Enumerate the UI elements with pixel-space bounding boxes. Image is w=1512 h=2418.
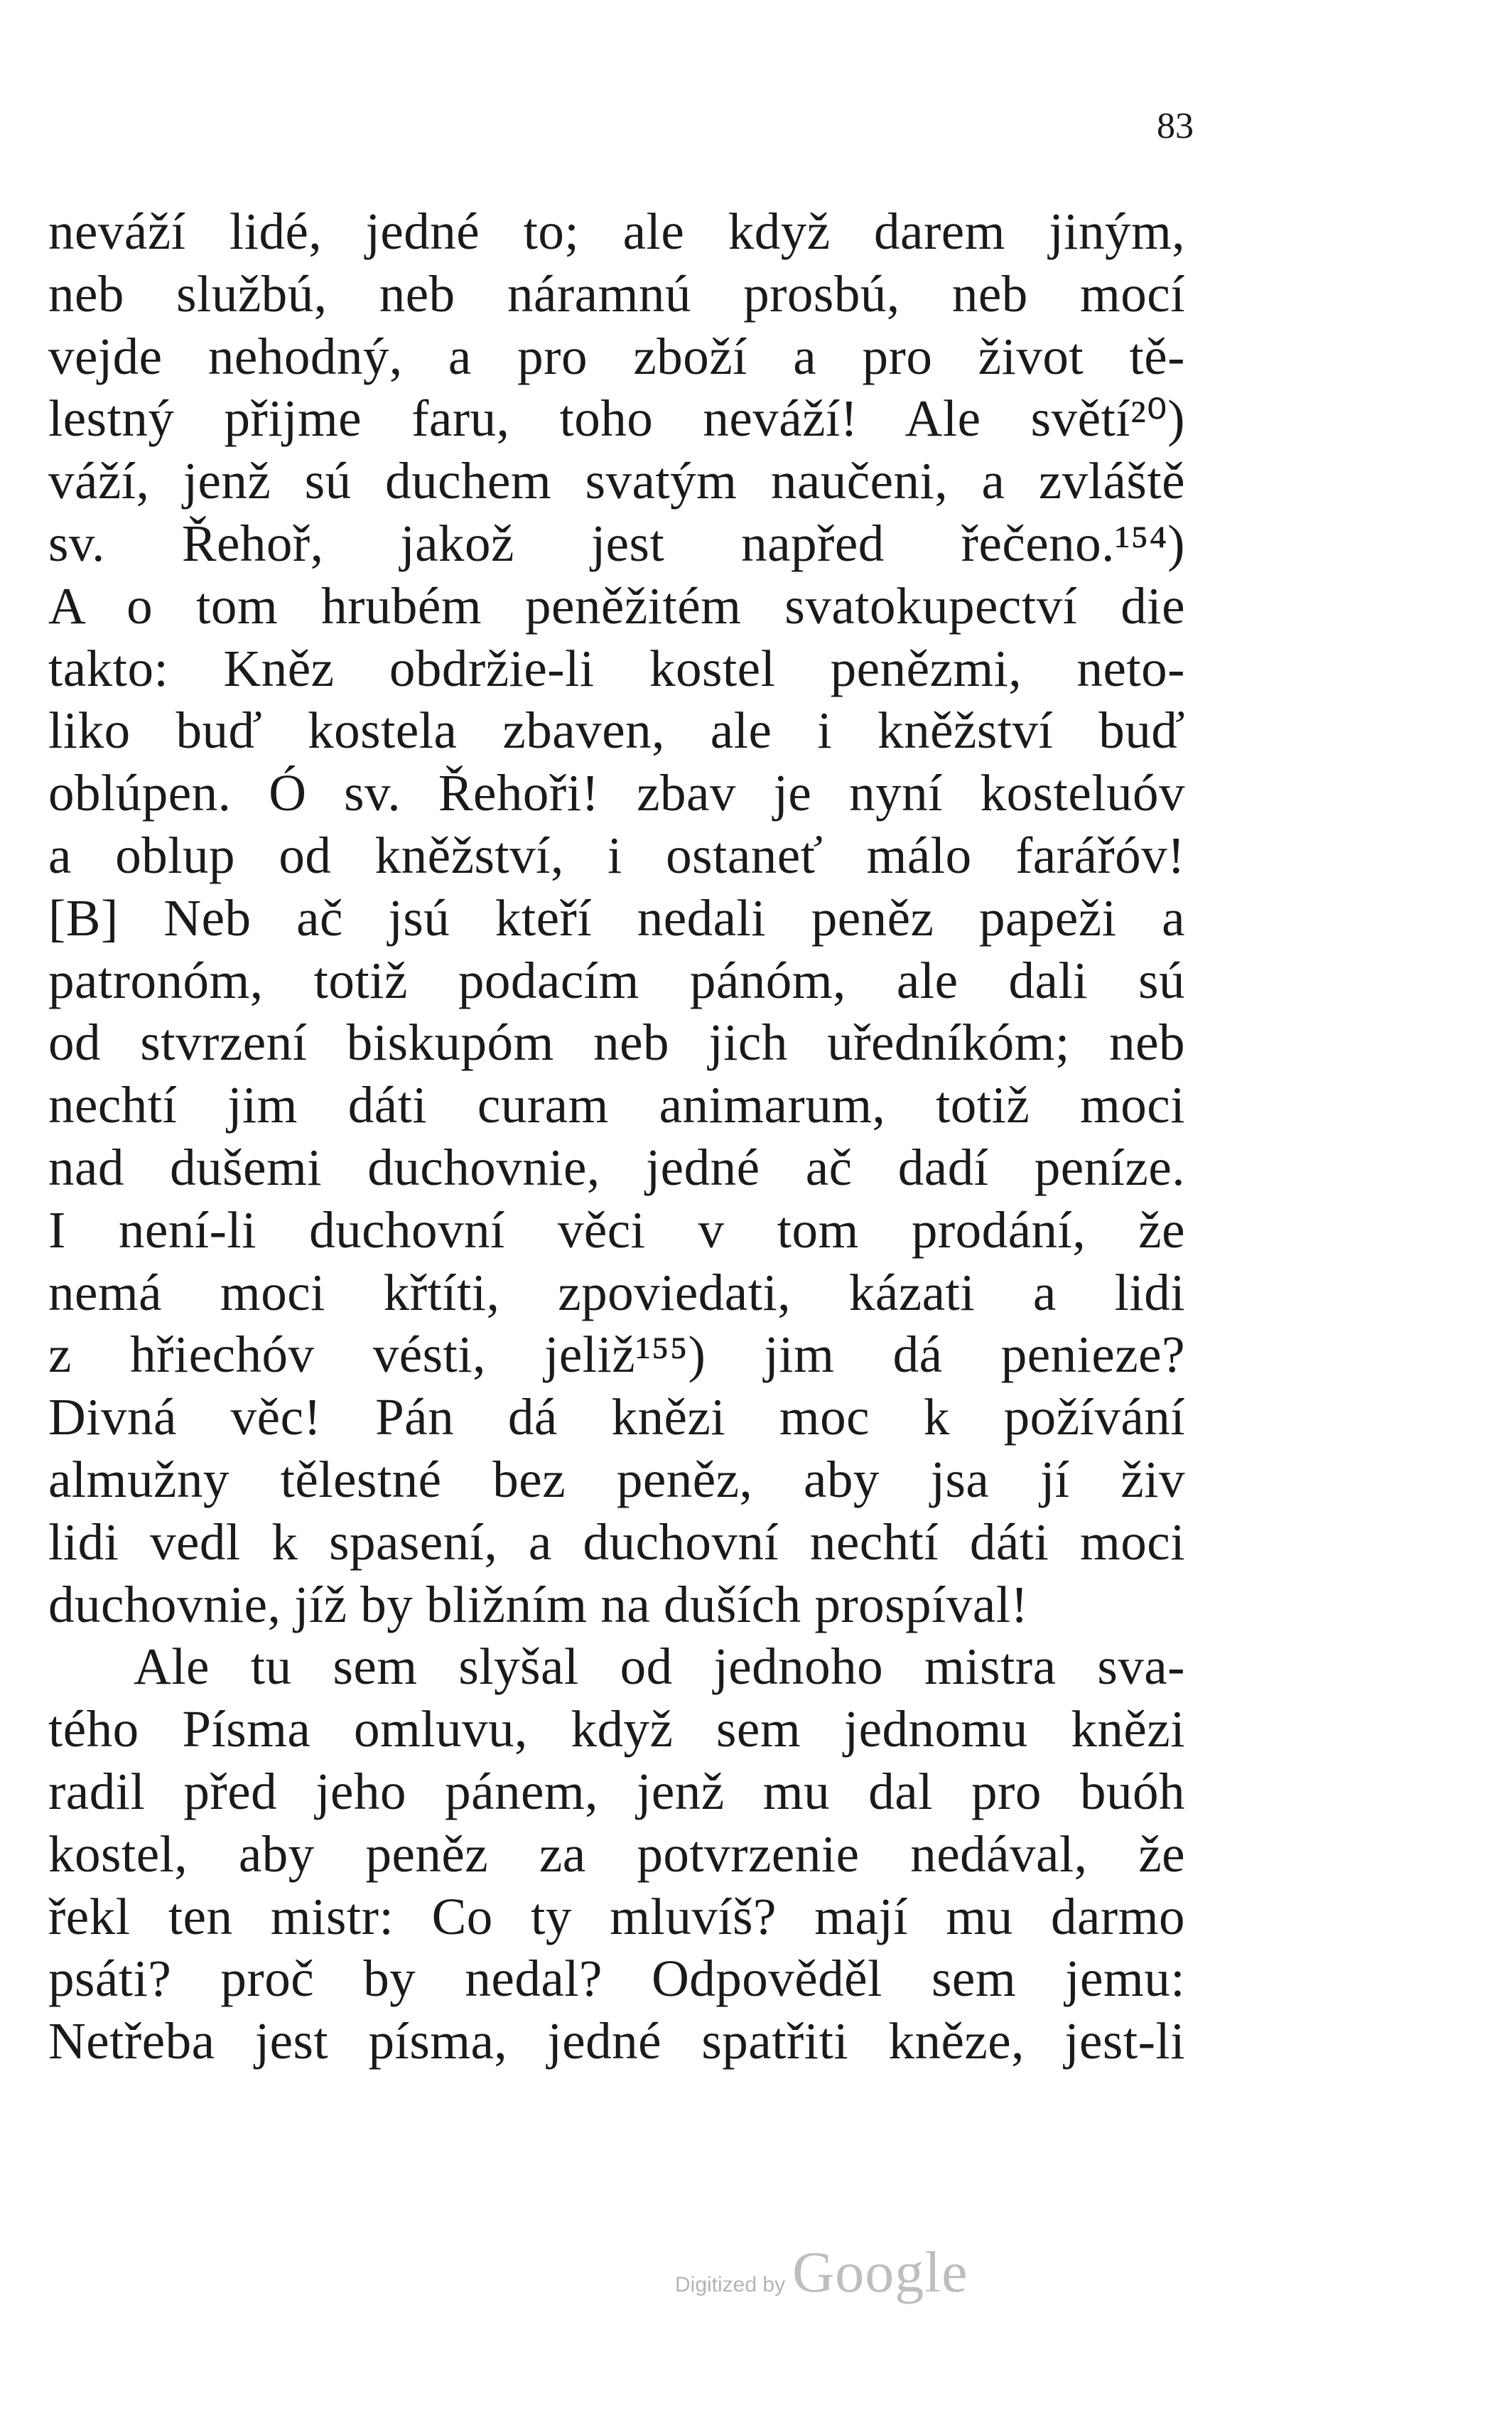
text-line: řekl ten mistr: Co ty mluvíš? mají mu darmo <box>48 1887 1185 1945</box>
text-line: oblúpen. Ó sv. Řehoři! zbav je nyní kosteluóv <box>48 764 1185 822</box>
google-logo: Google <box>792 2240 968 2304</box>
body-text <box>48 200 1185 2073</box>
text-line: liko buď kostela zbaven, ale i kněžství buď <box>48 702 1185 760</box>
text-line: vejde nehodný, a pro zboží a pro život tě- <box>48 327 1185 385</box>
text-line: nemá moci křtíti, zpoviedati, kázati a lidi <box>48 1263 1185 1321</box>
paragraph-start-line: Ale tu sem slyšal od jednoho mistra sva- <box>134 1638 1185 1696</box>
text-line: tého Písma omluvu, když sem jednomu knězi <box>48 1700 1185 1758</box>
text-line: z hřiechóv vésti, jeliž¹⁵⁵) jim dá penieze? <box>48 1326 1185 1384</box>
text-line: lidi vedl k spasení, a duchovní nechtí dáti moci <box>48 1512 1185 1571</box>
text-line: od stvrzení biskupóm neb jich uředníkóm; neb <box>48 1014 1185 1072</box>
page-number: 83 <box>1157 106 1194 146</box>
text-line: neváží lidé, jedné to; ale když darem jiným, <box>48 203 1185 260</box>
digitized-watermark <box>675 2239 988 2303</box>
text-line: psáti? proč by nedal? Odpověděl sem jemu: <box>48 1950 1185 2008</box>
watermark-prefix: Digitized by <box>675 2273 786 2296</box>
text-line: lestný přijme faru, toho neváží! Ale světí²⁰) <box>48 389 1185 448</box>
text-line: nechtí jim dáti curam animarum, totiž moci <box>48 1076 1185 1134</box>
text-line: almužny tělestné bez peněz, aby jsa jí živ <box>48 1450 1185 1508</box>
text-line: I není-li duchovní věci v tom prodání, že <box>48 1200 1185 1259</box>
text-line: neb službú, neb náramnú prosbú, neb mocí <box>48 264 1185 323</box>
text-line: [B] Neb ač jsú kteří nedali peněz papeži a <box>48 888 1185 947</box>
text-line: takto: Kněz obdržie-li kostel penězmi, neto- <box>48 639 1185 697</box>
text-line: A o tom hrubém peněžitém svatokupectví die <box>48 576 1185 635</box>
text-line: Divná věc! Pán dá knězi moc k požívání <box>48 1388 1185 1446</box>
text-line: Netřeba jest písma, jedné spatřiti kněze, jest-li <box>48 2012 1185 2070</box>
text-line: a oblup od kněžství, i ostaneť málo farářóv! <box>48 826 1185 884</box>
text-line: patronóm, totiž podacím pánóm, ale dali sú <box>48 951 1185 1009</box>
text-line: sv. Řehoř, jakož jest napřed řečeno.¹⁵⁴) <box>48 514 1185 572</box>
text-line: nad dušemi duchovnie, jedné ač dadí peníze. <box>48 1138 1185 1196</box>
text-line: váží, jenž sú duchem svatým naučeni, a zvláště <box>48 452 1185 510</box>
text-line: duchovnie, jíž by bližním na duších prospíval! <box>48 1575 1029 1633</box>
text-line: radil před jeho pánem, jenž mu dal pro buóh <box>48 1762 1185 1820</box>
text-line: kostel, aby peněz za potvrzenie nedával, že <box>48 1825 1185 1883</box>
